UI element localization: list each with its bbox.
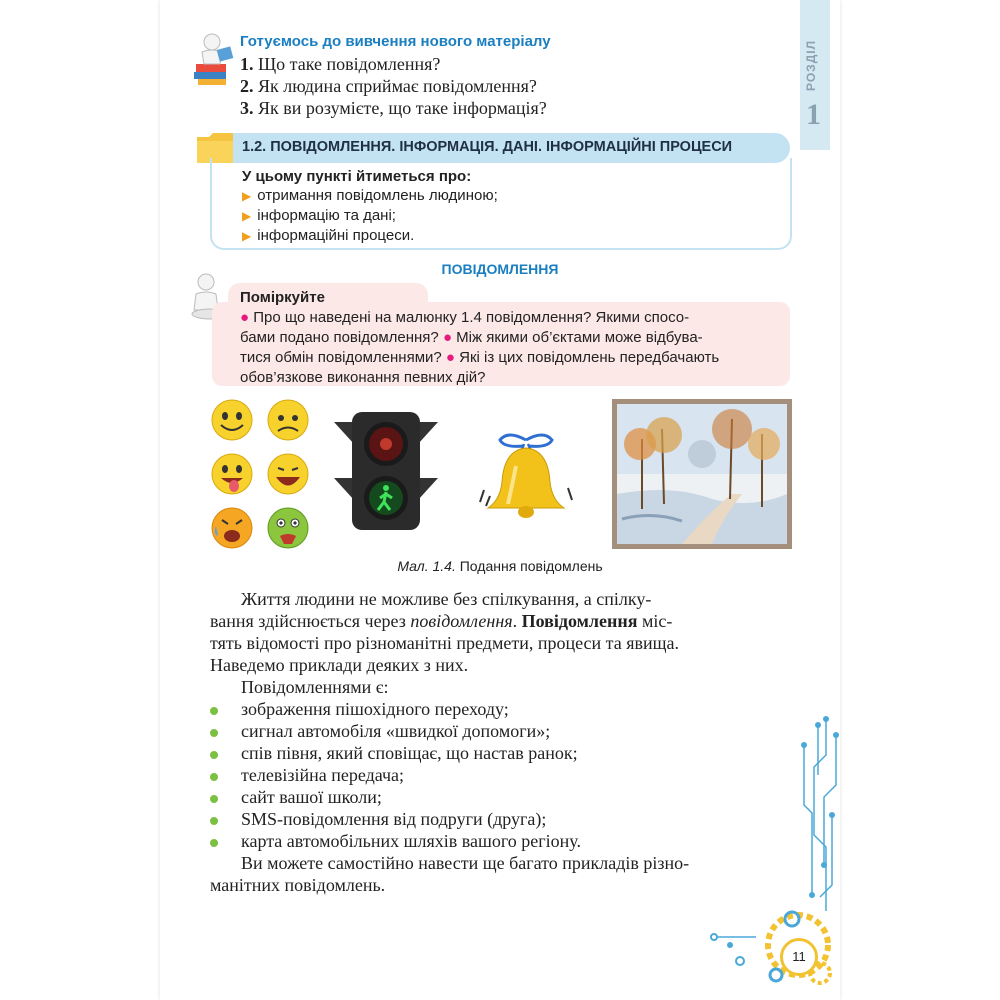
list-item: зображення пішохідного переходу;	[241, 699, 509, 719]
section-title: 1.2. ПОВІДОМЛЕННЯ. ІНФОРМАЦІЯ. ДАНІ. ІНФОРМАЦІЙНІ ПРОЦЕСИ	[242, 139, 733, 155]
circuit-decoration-icon	[796, 715, 840, 915]
list-item: карта автомобільних шляхів вашого регіону.	[241, 831, 582, 851]
traffic-light-icon	[332, 408, 440, 532]
list-item: телевізійна передача;	[241, 765, 405, 785]
intro-question-1: 1. Що таке повідомлення?	[240, 54, 441, 74]
figure-caption: Мал. 1.4. Подання повідомлень	[397, 558, 603, 574]
think-line-2: бами подано повідомлення? ● Між якими об’єктами може відбува-	[240, 329, 703, 346]
crying-emoji-icon	[212, 508, 252, 548]
arrow-icon: ▶	[242, 229, 252, 243]
tongue-emoji-icon	[212, 454, 252, 494]
think-line-4: обов’язкове виконання певних дій?	[240, 369, 486, 386]
objectives-title: У цьому пункті йтиметься про:	[242, 168, 472, 185]
objective-item: ▶ інформацію та дані;	[242, 207, 396, 224]
bullet-icon	[210, 707, 218, 715]
body-paragraph-1: Життя людини не можливе без спілкування, а спілку-	[241, 589, 652, 609]
reading-figure-icon	[190, 30, 236, 88]
body-paragraph-1-line-3: тять відомості про різноманітні предмети, процеси та явища.	[210, 633, 680, 653]
chapter-number: 1	[806, 98, 821, 131]
bullet-icon	[210, 751, 218, 759]
chapter-word: РОЗДІЛ	[804, 40, 818, 92]
bullet-icon	[210, 795, 218, 803]
think-line-1: ● Про що наведені на малюнку 1.4 повідомлення? Якими спосо-	[240, 309, 690, 326]
objective-item: ▶ отримання повідомлень людиною;	[242, 187, 498, 204]
body-paragraph-3-line-2: манітних повідомлень.	[210, 875, 386, 895]
bell-icon	[478, 426, 574, 526]
bullet-icon	[210, 817, 218, 825]
bullet-icon	[210, 729, 218, 737]
objective-item: ▶ інформаційні процеси.	[242, 227, 415, 244]
list-item: SMS-повідомлення від подруги (друга);	[241, 809, 547, 829]
list-item: сайт вашої школи;	[241, 787, 382, 807]
bullet-icon	[210, 839, 218, 847]
intro-title: Готуємось до вивчення нового матеріалу	[240, 33, 551, 50]
body-paragraph-2: Повідомленнями є:	[241, 677, 389, 697]
think-line-3: тися обмін повідомленнями? ● Які із цих повідомлень передбачають	[240, 349, 720, 366]
emoji-grid	[208, 398, 314, 552]
body-paragraph-3: Ви можете самостійно навести ще багато прикладів різно-	[241, 853, 690, 873]
page-number: 11	[780, 938, 818, 976]
think-title: Поміркуйте	[240, 289, 325, 306]
intro-question-3: 3. Як ви розумієте, що таке інформація?	[240, 98, 547, 118]
arrow-icon: ▶	[242, 209, 252, 223]
body-paragraph-1-line-2: вання здійснюється через повідомлення. Повідомлення міс-	[210, 611, 673, 631]
intro-question-2: 2. Як людина сприймає повідомлення?	[240, 76, 537, 96]
subsection-title: ПОВІДОМЛЕННЯ	[441, 261, 559, 277]
smiley-emoji-icon	[212, 400, 252, 440]
sad-emoji-icon	[268, 400, 308, 440]
body-paragraph-1-line-4: Наведемо приклади деяких з них.	[210, 655, 469, 675]
arrow-icon: ▶	[242, 189, 252, 203]
list-item: спів півня, який сповіщає, що настав ранок;	[241, 743, 578, 763]
gear-decoration	[700, 905, 840, 995]
autumn-painting-image	[612, 399, 792, 549]
laughing-emoji-icon	[268, 454, 308, 494]
list-item: сигнал автомобіля «швидкої допомоги»;	[241, 721, 551, 741]
sick-emoji-icon	[268, 508, 308, 548]
bullet-icon	[210, 773, 218, 781]
